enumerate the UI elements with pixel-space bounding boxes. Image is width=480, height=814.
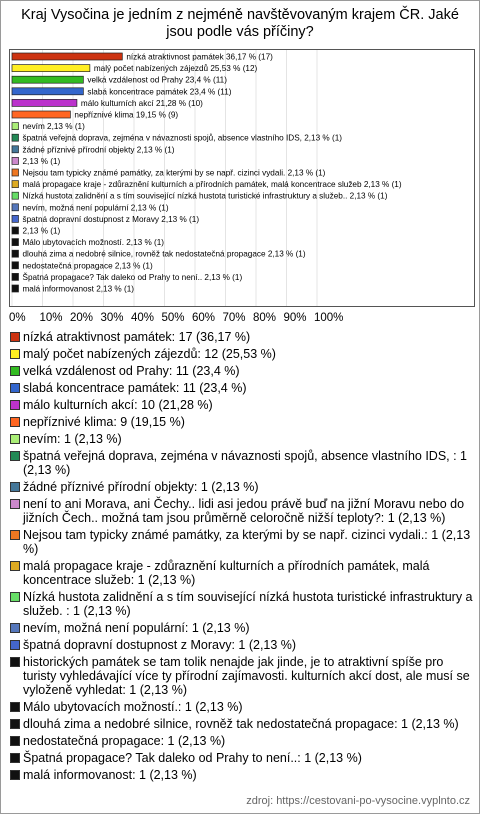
bar (12, 123, 18, 130)
bar-label: malý počet nabízených zájezdů 25,53 % (12) (93, 64, 258, 74)
legend-label: není to ani Morava, ani Čechy.. lidi asi jedou právě buď na jižní Moravu nebo do jižních Čech.. možná tam jsou průměrně celoročně nižší teploty?: 1 (2,13 %) (23, 497, 465, 525)
bar (12, 262, 18, 269)
x-tick-label: 50% (161, 312, 185, 324)
bar-label: žádné příznivé přírodní objekty 2,13 % (1) (22, 145, 175, 155)
legend-item (9, 398, 473, 412)
legend-swatch (10, 400, 20, 410)
legend-swatch (10, 719, 20, 729)
legend-swatch (10, 451, 20, 461)
legend-label: nedostatečná propagace: 1 (2,13 %) (23, 734, 226, 748)
bar-label: Nízká hustota zalidnění a s tím související nízká hustota turistické infrastruktury a služeb.. 2,13 % (1) (22, 191, 388, 201)
bar (12, 204, 18, 211)
legend-swatch (10, 499, 20, 509)
x-axis (1, 307, 480, 327)
legend-item (9, 415, 473, 429)
bar (12, 181, 18, 188)
legend-label: nevím: 1 (2,13 %) (23, 432, 122, 446)
bar (12, 239, 18, 246)
legend-item (9, 655, 473, 697)
legend-swatch (10, 417, 20, 427)
bar-label: malá propagace kraje - zdůraznění kulturních a přírodních památek, malá koncentrace služeb 2,13 % (1) (22, 180, 402, 190)
legend-swatch (10, 561, 20, 571)
bar-label: špatná veřejná doprava, zejména v návaznosti spojů, absence vlastního IDS, 2,13 % (1) (22, 133, 342, 143)
bar (12, 111, 70, 118)
x-tick-label: 40% (131, 312, 155, 324)
legend-item (9, 330, 473, 344)
bar (12, 76, 83, 83)
legend-swatch (10, 349, 20, 359)
legend-item (9, 449, 473, 477)
legend-swatch (10, 332, 20, 342)
legend-swatch (10, 657, 20, 667)
bar-label: Nejsou tam typicky známé památky, za kterými by se např. cizinci vydali. 2,13 % (1) (22, 168, 326, 178)
bar (12, 285, 18, 292)
legend-swatch (10, 736, 20, 746)
bar (12, 65, 90, 72)
legend-label: žádné příznivé přírodní objekty: 1 (2,13 %) (23, 480, 259, 494)
legend-swatch (10, 753, 20, 763)
chart-title: Kraj Vysočina je jedním z nejméně navštěvovaným krajem ČR. Jaké jsou podle vás příčiny? (21, 7, 459, 40)
bar (12, 53, 122, 60)
bar-label: malá informovanost 2,13 % (1) (22, 284, 134, 294)
bar (12, 169, 18, 176)
bar-label: nevím 2,13 % (1) (22, 122, 85, 132)
legend-item (9, 559, 473, 587)
source-note: zdroj: https://cestovani-po-vysocine.vyplnto.cz (246, 795, 470, 807)
legend-item (9, 590, 473, 618)
legend-item (9, 751, 473, 765)
legend-label: Špatná propagace? Tak daleko od Prahy to není..: 1 (2,13 %) (23, 751, 362, 765)
bar-label: Málo ubytovacích možností. 2,13 % (1) (22, 238, 165, 248)
x-tick-label: 90% (283, 312, 307, 324)
legend-label: málo kulturních akcí: 10 (21,28 %) (23, 398, 213, 412)
bar-label: nevím, možná není populární 2,13 % (1) (22, 203, 169, 213)
bar-label: nízká atraktivnost památek 36,17 % (17) (126, 52, 273, 62)
bar (12, 215, 18, 222)
legend-item (9, 734, 473, 748)
legend-swatch (10, 592, 20, 602)
legend-swatch (10, 482, 20, 492)
bar (12, 192, 18, 199)
x-tick-label: 60% (192, 312, 216, 324)
x-tick-label: 100% (314, 312, 344, 324)
bar-label: dlouhá zima a nedobré silnice, rovněž tak nedostatečná propagace 2,13 % (1) (22, 249, 306, 259)
legend-label: Málo ubytovacích možností.: 1 (2,13 %) (23, 700, 243, 714)
legend-label: nevím, možná není populární: 1 (2,13 %) (23, 621, 250, 635)
legend-item (9, 621, 473, 635)
bar-label: Špatná propagace? Tak daleko od Prahy to není.. 2,13 % (1) (22, 272, 243, 282)
bar-label: nepříznivé klima 19,15 % (9) (74, 110, 179, 120)
legend-label: nepříznivé klima: 9 (19,15 %) (23, 415, 185, 429)
x-tick-label: 70% (222, 312, 246, 324)
legend (9, 330, 473, 785)
bar (12, 227, 18, 234)
bar-label: 2,13 % (1) (22, 226, 61, 236)
legend-item (9, 497, 473, 525)
bar-label: slabá koncentrace památek 23,4 % (11) (87, 87, 232, 97)
x-tick-label: 80% (253, 312, 277, 324)
legend-item (9, 381, 473, 395)
legend-swatch (10, 702, 20, 712)
bar (12, 134, 18, 141)
legend-label: špatná dopravní dostupnost z Moravy: 1 (2,13 %) (23, 638, 297, 652)
bar-chart (10, 50, 474, 306)
bar-label: velká vzdálenost od Prahy 23,4 % (11) (87, 75, 227, 85)
legend-swatch (10, 623, 20, 633)
legend-swatch (10, 366, 20, 376)
bar-label: málo kulturních akcí 21,28 % (10) (80, 98, 203, 108)
legend-label: malá informovanost: 1 (2,13 %) (23, 768, 197, 782)
bar (12, 146, 18, 153)
legend-swatch (10, 530, 20, 540)
bar (12, 99, 77, 106)
legend-label: dlouhá zima a nedobré silnice, rovněž tak nedostatečná propagace: 1 (2,13 %) (23, 717, 459, 731)
bar-label: nedostatečná propagace 2,13 % (1) (22, 261, 153, 271)
legend-swatch (10, 383, 20, 393)
legend-item (9, 638, 473, 652)
legend-label: malá propagace kraje - zdůraznění kulturních a přírodních památek, malá koncentrace služeb: 1 (2,13 %) (23, 559, 430, 587)
legend-item (9, 480, 473, 494)
bar (12, 250, 18, 257)
x-tick-label: 20% (70, 312, 94, 324)
legend-label: nízká atraktivnost památek: 17 (36,17 %) (23, 330, 251, 344)
bar (12, 273, 18, 280)
x-tick-label: 10% (39, 312, 63, 324)
legend-label: velká vzdálenost od Prahy: 11 (23,4 %) (23, 364, 240, 378)
bar-label: špatná dopravní dostupnost z Moravy 2,13 % (1) (22, 214, 200, 224)
legend-item (9, 347, 473, 361)
x-tick-label: 30% (100, 312, 124, 324)
legend-item (9, 528, 473, 556)
legend-label: historických památek se tam tolik nenajde jak jinde, je to atraktivní spíše pro turisty vyhledávající více ty přírodní zajímavosti. kulturních akcí dost, ale musí se vyloženě vyhledat: 1 (2,13 %) (23, 655, 470, 697)
bar (12, 157, 18, 164)
x-tick-label: 0% (9, 312, 26, 324)
bar (12, 88, 83, 95)
legend-item (9, 717, 473, 731)
legend-label: Nejsou tam typicky známé památky, za kterými by se např. cizinci vydali.: 1 (2,13 %) (23, 528, 471, 556)
legend-swatch (10, 770, 20, 780)
legend-item (9, 364, 473, 378)
legend-item (9, 768, 473, 782)
legend-label: špatná veřejná doprava, zejména v návaznosti spojů, absence vlastního IDS, : 1 (2,13 %) (23, 449, 468, 477)
legend-label: malý počet nabízených zájezdů: 12 (25,53 %) (23, 347, 276, 361)
bar-label: 2,13 % (1) (22, 156, 61, 166)
legend-label: slabá koncentrace památek: 11 (23,4 %) (23, 381, 247, 395)
legend-swatch (10, 434, 20, 444)
legend-swatch (10, 640, 20, 650)
plot-area (9, 49, 475, 307)
legend-label: Nízká hustota zalidnění a s tím související nízká hustota turistické infrastruktury a služeb. : 1 (2,13 %) (23, 590, 473, 618)
legend-item (9, 700, 473, 714)
legend-item (9, 432, 473, 446)
